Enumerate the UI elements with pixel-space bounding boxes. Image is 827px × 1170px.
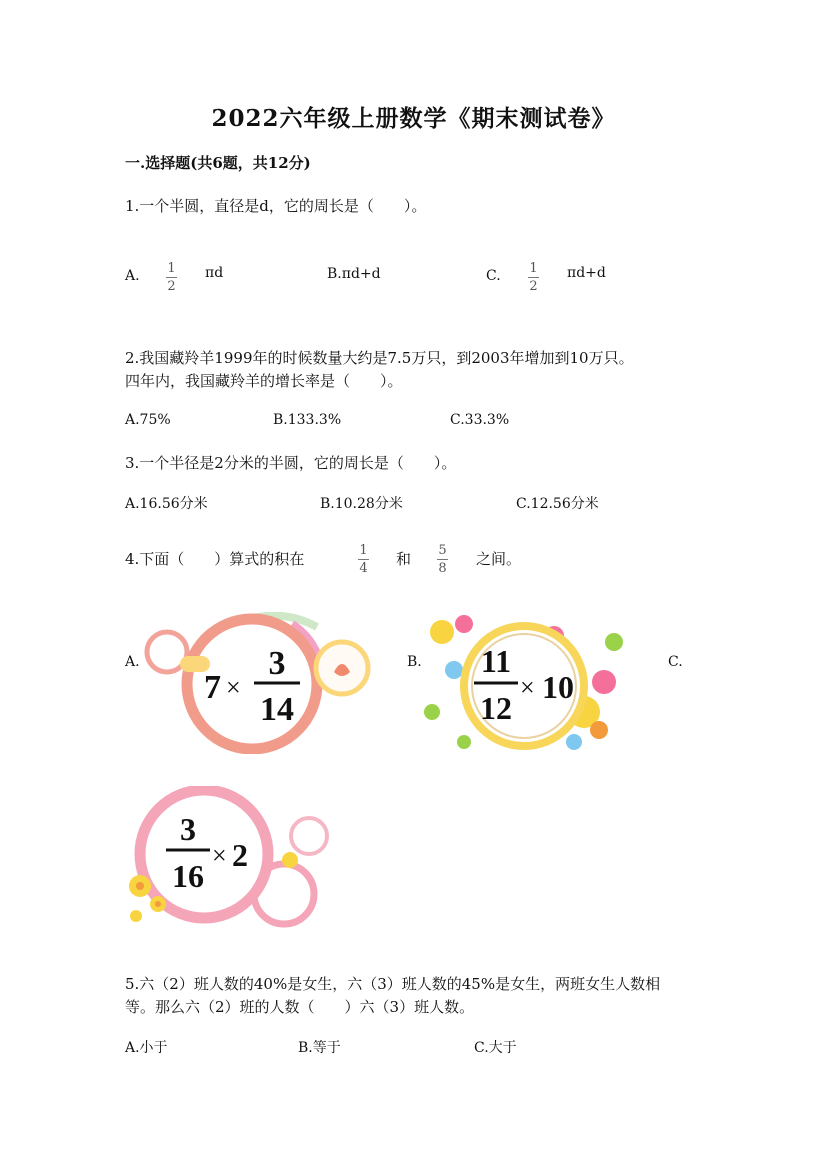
expr-numerator: 11: [480, 643, 512, 679]
fraction-denominator: 2: [529, 279, 538, 294]
expr-denominator: 16: [172, 858, 204, 894]
q1-option-a-label: A.: [125, 268, 140, 284]
fraction-bar: [437, 559, 448, 560]
q5-option-b: B.等于: [298, 1040, 341, 1056]
q4-option-a-label: A.: [125, 654, 140, 670]
question-5-stem-line1: 5.六（2）班人数的40%是女生，六（3）班人数的45%是女生，两班女生人数相: [125, 975, 661, 993]
page-title: 2022六年级上册数学《期末测试卷》: [211, 105, 616, 132]
q3-option-c: C.12.56分米: [516, 496, 599, 512]
q5-option-a: A.小于: [125, 1040, 168, 1056]
expr-operator: ×: [520, 673, 535, 702]
fraction-denominator: 2: [167, 279, 176, 294]
q1-option-c-fraction: [528, 261, 539, 294]
expr-whole: 7: [204, 669, 221, 706]
q2-option-b: B.133.3%: [273, 412, 342, 428]
q2-option-a: A.75%: [125, 412, 171, 428]
expr-operator: ×: [226, 673, 241, 702]
fraction-bar: [166, 277, 177, 278]
question-1-stem: 1.一个半圆，直径是d，它的周长是（ ）。: [125, 197, 427, 215]
question-4-stem-post: 之间。: [476, 550, 522, 568]
q3-option-b: B.10.28分米: [320, 496, 403, 512]
q1-option-c-label: C.: [486, 268, 501, 284]
expr-numerator: 3: [268, 645, 286, 682]
question-5-stem-line2: 等。那么六（2）班的人数（ ）六（3）班人数。: [125, 998, 475, 1016]
q3-option-a: A.16.56分米: [125, 496, 208, 512]
expr-whole: 2: [232, 837, 248, 873]
q1-option-c-text: πd+d: [567, 265, 606, 281]
q4-option-a-image: [142, 612, 377, 754]
question-2-stem-line1: 2.我国藏羚羊1999年的时候数量大约是7.5万只，到2003年增加到10万只。: [125, 349, 634, 367]
section-heading: 一.选择题(共6题，共12分): [125, 154, 311, 172]
fraction-bar: [528, 277, 539, 278]
q1-option-b: B.πd+d: [327, 266, 381, 282]
q4-option-c-label: C.: [668, 654, 683, 670]
q4-option-b-image: [424, 612, 629, 760]
fraction-numerator: 1: [167, 261, 176, 276]
fraction-denominator: 4: [359, 561, 368, 576]
q4-fraction-five-eighths: [437, 543, 448, 576]
expr-denominator: 14: [260, 691, 294, 728]
q4-fraction-one-quarter: [358, 543, 369, 576]
q4-option-b-label: B.: [407, 654, 422, 670]
question-4-and: 和: [396, 550, 412, 568]
expr-denominator: 12: [480, 690, 512, 726]
fraction-numerator: 1: [359, 543, 368, 558]
q1-option-a-fraction: [166, 261, 177, 294]
q5-option-c: C.大于: [474, 1040, 517, 1056]
q2-option-c: C.33.3%: [450, 412, 510, 428]
fraction-numerator: 5: [438, 543, 447, 558]
fraction-numerator: 1: [529, 261, 538, 276]
expr-numerator: 3: [180, 811, 196, 847]
fraction-bar: [358, 559, 369, 560]
fraction-denominator: 8: [438, 561, 447, 576]
q1-option-a-text: πd: [205, 265, 224, 281]
expr-whole: 10: [542, 669, 574, 705]
question-4-stem-pre: 4.下面（ ）算式的积在: [125, 550, 305, 568]
question-3-stem: 3.一个半径是2分米的半圆，它的周长是（ ）。: [125, 454, 457, 472]
question-2-stem-line2: 四年内，我国藏羚羊的增长率是（ ）。: [125, 372, 403, 390]
q4-option-c-image: [124, 786, 329, 928]
expr-operator: ×: [212, 841, 227, 870]
